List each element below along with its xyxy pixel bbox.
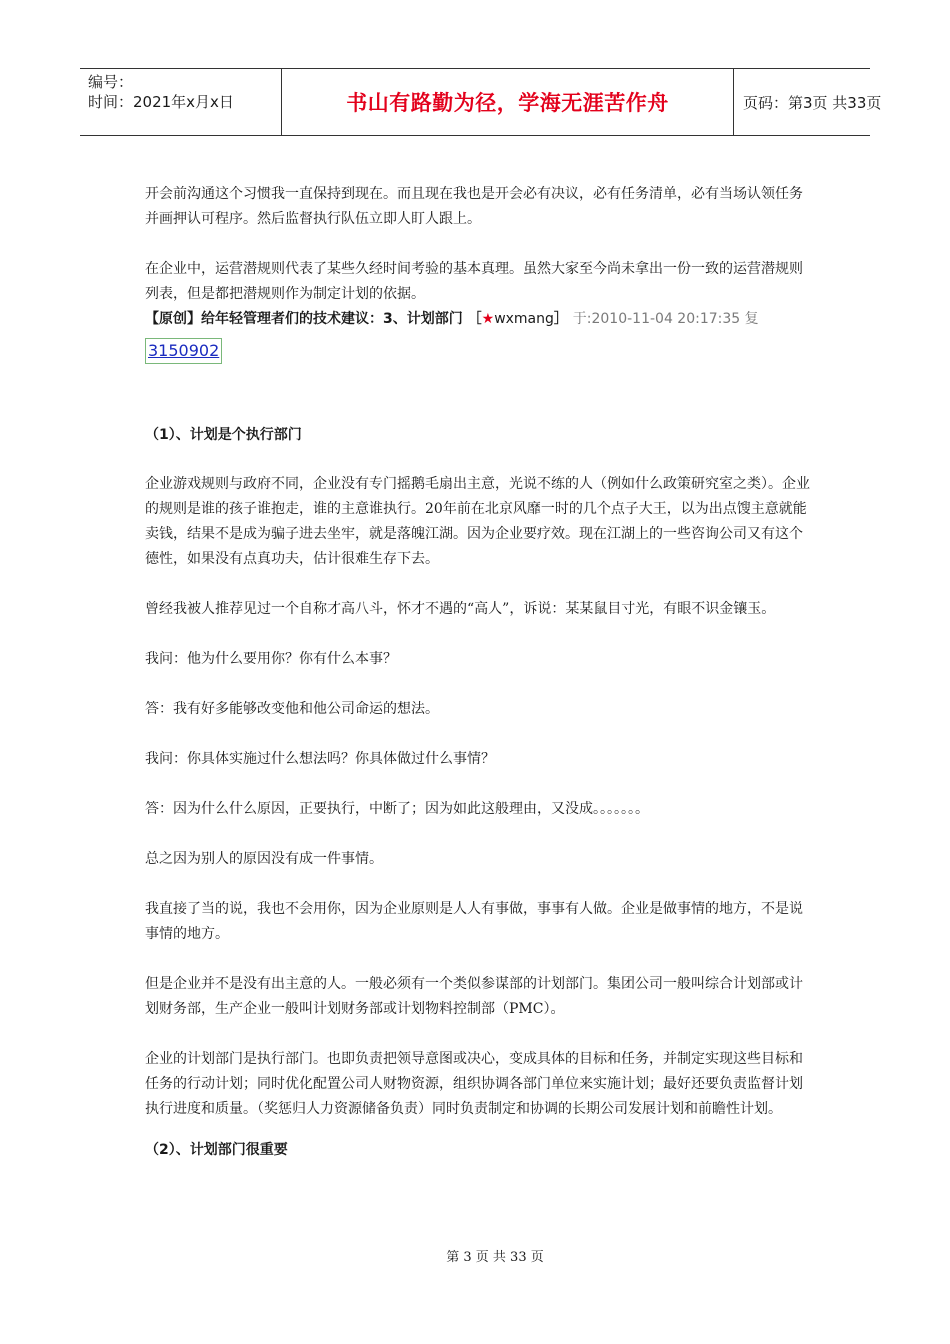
- paragraph: 总之因为别人的原因没有成一件事情。: [145, 851, 383, 867]
- post-id-link[interactable]: 3150902: [145, 338, 222, 364]
- paragraph: 在企业中，运营潜规则代表了某些久经时间考验的基本真理。虽然大家至今尚未拿出一份一致的运营潜规则列表，但是都把潜规则作为制定计划的依据。: [145, 261, 803, 302]
- post-meta: 于:2010-11-04 20:17:35 复: [572, 311, 759, 327]
- post-author[interactable]: wxmang: [494, 311, 554, 327]
- post-title-line: [145, 307, 810, 332]
- author-bracket-open: ［: [467, 311, 482, 327]
- header-motto: 书山有路勤为径，学海无涯苦作舟: [282, 69, 734, 135]
- paragraph: 开会前沟通这个习惯我一直保持到现在。而且现在我也是开会必有决议，必有任务清单，必有当场认领任务并画押认可程序。然后监督执行队伍立即人盯人跟上。: [145, 186, 803, 227]
- paragraph: 答：我有好多能够改变他和他公司命运的想法。: [145, 701, 439, 717]
- paragraph: 曾经我被人推荐见过一个自称才高八斗，怀才不遇的“高人”，诉说：某某鼠目寸光，有眼不识金镶玉。: [145, 601, 776, 617]
- time-label: 时间：2021年x月x日: [88, 93, 234, 111]
- paragraph: 企业游戏规则与政府不同，企业没有专门摇鹅毛扇出主意，光说不练的人（例如什么政策研究室之类）。企业的规则是谁的孩子谁抱走，谁的主意谁执行。20年前在北京风靡一时的几个点子大王，以为出点馊主意就能卖钱，结果不是成为骗子进去坐牢，就是落魄江湖。因为企业要疗效。现在江湖上的一些咨询公司又有这个德性，如果没有点真功夫，估计很难生存下去。: [145, 476, 810, 567]
- section-heading: （1）、计划是个执行部门: [145, 427, 302, 443]
- paragraph: 但是企业并不是没有出主意的人。一般必须有一个类似参谋部的计划部门。集团公司一般叫综合计划部或计划财务部，生产企业一般叫计划财务部或计划物料控制部（PMC）。: [145, 976, 803, 1017]
- document-body: [145, 182, 810, 1163]
- post-title: 【原创】给年轻管理者们的技术建议：3、计划部门: [145, 311, 463, 327]
- paragraph: 答：因为什么什么原因，正要执行，中断了；因为如此这般理由，又没成。。。。。。。: [145, 801, 649, 817]
- section-heading: （2）、计划部门很重要: [145, 1142, 288, 1158]
- paragraph: 我问：他为什么要用你？你有什么本事？: [145, 651, 397, 667]
- document-header: [80, 68, 882, 136]
- paragraph: 我直接了当的说，我也不会用你，因为企业原则是人人有事做，事事有人做。企业是做事情的地方，不是说事情的地方。: [145, 901, 803, 942]
- paragraph: 我问：你具体实施过什么想法吗？你具体做过什么事情？: [145, 751, 495, 767]
- paragraph: 企业的计划部门是执行部门。也即负责把领导意图或决心，变成具体的目标和任务，并制定实现这些目标和任务的行动计划；同时优化配置公司人财物资源，组织协调各部门单位来实施计划；最好还要负责监督计划执行进度和质量。（奖惩归人力资源储备负责）同时负责制定和协调的长期公司发展计划和前瞻性计划。: [145, 1051, 803, 1117]
- star-icon: ★: [481, 311, 495, 327]
- page-footer: 第 3 页 共 33 页: [446, 1250, 544, 1265]
- header-page-label: 页码：第3页 共33页: [743, 93, 882, 112]
- header-info-cell: [80, 69, 282, 135]
- author-bracket-close: ］: [553, 311, 568, 327]
- number-label: 编号：: [88, 73, 134, 91]
